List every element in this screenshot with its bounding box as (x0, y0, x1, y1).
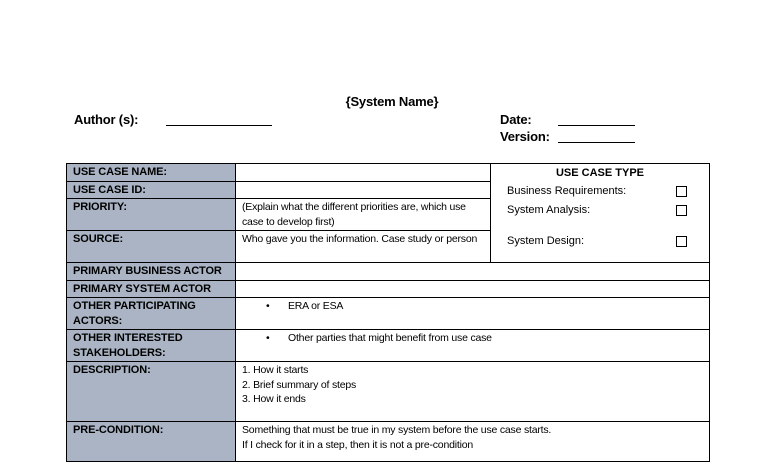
type-option-system-analysis[interactable] (491, 203, 709, 219)
type-option-business-requirements[interactable] (491, 184, 709, 200)
date-label: Date: (500, 112, 532, 127)
author-field-line[interactable] (166, 125, 272, 126)
precondition-value[interactable] (236, 422, 710, 462)
author-label: Author (s): (74, 112, 139, 127)
use-case-type-box (491, 164, 710, 263)
source-label: SOURCE: (67, 231, 236, 263)
primary-business-actor-label: PRIMARY BUSINESS ACTOR (67, 263, 236, 281)
priority-value[interactable]: (Explain what the different priorities are, which use case to develop first) (236, 199, 491, 231)
table-row (67, 298, 710, 330)
type-option-label: System Analysis: (507, 203, 591, 216)
version-field-line[interactable] (558, 142, 635, 143)
description-line: 3. How it ends (242, 393, 306, 405)
type-option-system-design[interactable] (491, 234, 709, 250)
use-case-name-value[interactable] (236, 164, 491, 182)
checkbox-icon[interactable] (676, 205, 687, 216)
table-row (67, 422, 710, 462)
date-field-line[interactable] (558, 125, 635, 126)
version-label: Version: (500, 129, 550, 144)
use-case-name-label: USE CASE NAME: (67, 164, 236, 182)
use-case-table (66, 163, 710, 462)
other-participating-actors-label: OTHER PARTICIPATING ACTORS: (67, 298, 236, 330)
precondition-line: If I check for it in a step, then it is not a pre-condition (242, 438, 473, 451)
priority-label: PRIORITY: (67, 199, 236, 231)
table-row (67, 362, 710, 422)
other-interested-stakeholders-value[interactable] (236, 330, 710, 362)
table-row (67, 280, 710, 298)
checkbox-icon[interactable] (676, 236, 687, 247)
use-case-type-title: USE CASE TYPE (555, 167, 645, 179)
description-line: 1. How it starts (242, 364, 309, 376)
table-row (67, 164, 710, 182)
primary-system-actor-label: PRIMARY SYSTEM ACTOR (67, 280, 236, 298)
type-option-label: System Design: (507, 234, 585, 247)
checkbox-icon[interactable] (676, 186, 687, 197)
description-line: 2. Brief summary of steps (242, 378, 357, 391)
precondition-line: Something that must be true in my system before the use case starts. (242, 424, 552, 436)
table-row (67, 263, 710, 281)
other-interested-stakeholders-label: OTHER INTERESTED STAKEHOLDERS: (67, 330, 236, 362)
list-item: • ERA or ESA (242, 299, 703, 314)
description-value[interactable] (236, 362, 710, 422)
system-name: {System Name} (345, 94, 439, 109)
primary-business-actor-value[interactable] (236, 263, 710, 281)
precondition-label: PRE-CONDITION: (67, 422, 236, 462)
table-row (67, 330, 710, 362)
use-case-id-value[interactable] (236, 181, 491, 199)
type-option-label: Business Requirements: (507, 184, 627, 197)
other-participating-actors-value[interactable] (236, 298, 710, 330)
description-label: DESCRIPTION: (67, 362, 236, 422)
primary-system-actor-value[interactable] (236, 280, 710, 298)
source-value[interactable]: Who gave you the information. Case study or person (236, 231, 491, 263)
list-item: • Other parties that might benefit from use case (242, 331, 703, 346)
use-case-id-label: USE CASE ID: (67, 181, 236, 199)
